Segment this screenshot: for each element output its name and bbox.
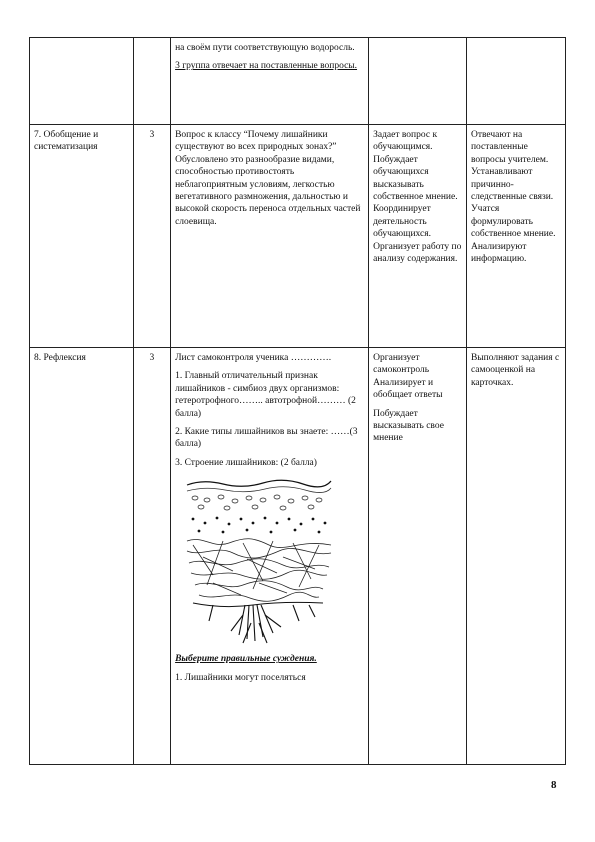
students-cell xyxy=(466,348,565,765)
task-heading: Выберите правильные суждения. xyxy=(175,654,317,665)
teacher-text: Организует самоконтроль Анализирует и обобщает ответы xyxy=(373,353,443,401)
table-row xyxy=(30,348,566,765)
table-row xyxy=(30,38,566,125)
students-cell xyxy=(466,125,565,348)
content-text: 3. Строение лишайников: (2 балла) xyxy=(175,457,317,468)
teacher-cell xyxy=(369,348,467,765)
content-text: на своём пути соответствующую водоросль. xyxy=(175,43,355,53)
teacher-cell xyxy=(369,125,467,348)
content-text: 1. Лишайники могут поселяться xyxy=(175,672,306,683)
content-text: 2. Какие типы лишайников вы знаете: ……(3 балла) xyxy=(175,427,358,450)
page-number: 8 xyxy=(551,779,557,791)
students-text: Отвечают на поставленные вопросы учителем. Устанавливают причинно-следственные связи. Учатся формулировать собственное мнение. Анализируют информацию. xyxy=(470,130,556,265)
time-cell: 3 xyxy=(133,125,171,348)
students-cell xyxy=(466,38,565,125)
teacher-text: Задает вопрос к обучающимся. Побуждает обучающихся высказывать собственное мнение. Координирует деятельность обучающихся. Организует работу по анализу содержания. xyxy=(373,130,462,265)
stage-cell: 8. Рефлексия xyxy=(30,348,134,765)
teacher-text: Побуждает высказывать свое мнение xyxy=(373,408,444,444)
lichen-cross-section-drawing xyxy=(183,475,335,645)
content-text: Вопрос к классу “Почему лишайники существуют во всех природных зонах?” Обусловлено это разнообразие видами, способностью противостоять неблагоприятным условиям, легкостью вегетативного размножения, дальностью и высокой скорость переноса отдельных частей слоевища. xyxy=(175,130,361,227)
content-cell xyxy=(171,38,369,125)
table-row xyxy=(30,125,566,348)
stage-cell: 7. Обобщение и систематизация xyxy=(30,125,134,348)
content-underlined-text: 3 группа отвечает на поставленные вопросы. xyxy=(175,61,358,72)
time-cell: 3 xyxy=(133,348,171,765)
students-text: Выполняют задания с самооценкой на карточках. xyxy=(470,353,560,388)
stage-cell xyxy=(30,38,134,125)
lesson-plan-table xyxy=(29,37,566,765)
content-cell xyxy=(171,125,369,348)
teacher-cell xyxy=(369,38,467,125)
content-cell xyxy=(171,348,369,765)
time-cell xyxy=(133,38,171,125)
content-text: 1. Главный отличательный признак лишайников - симбиоз двух организмов: гетеротрофного…….. автотрофной……… (2 балла) xyxy=(175,371,356,419)
content-text: Лист самоконтроля ученика …………. xyxy=(175,353,332,363)
